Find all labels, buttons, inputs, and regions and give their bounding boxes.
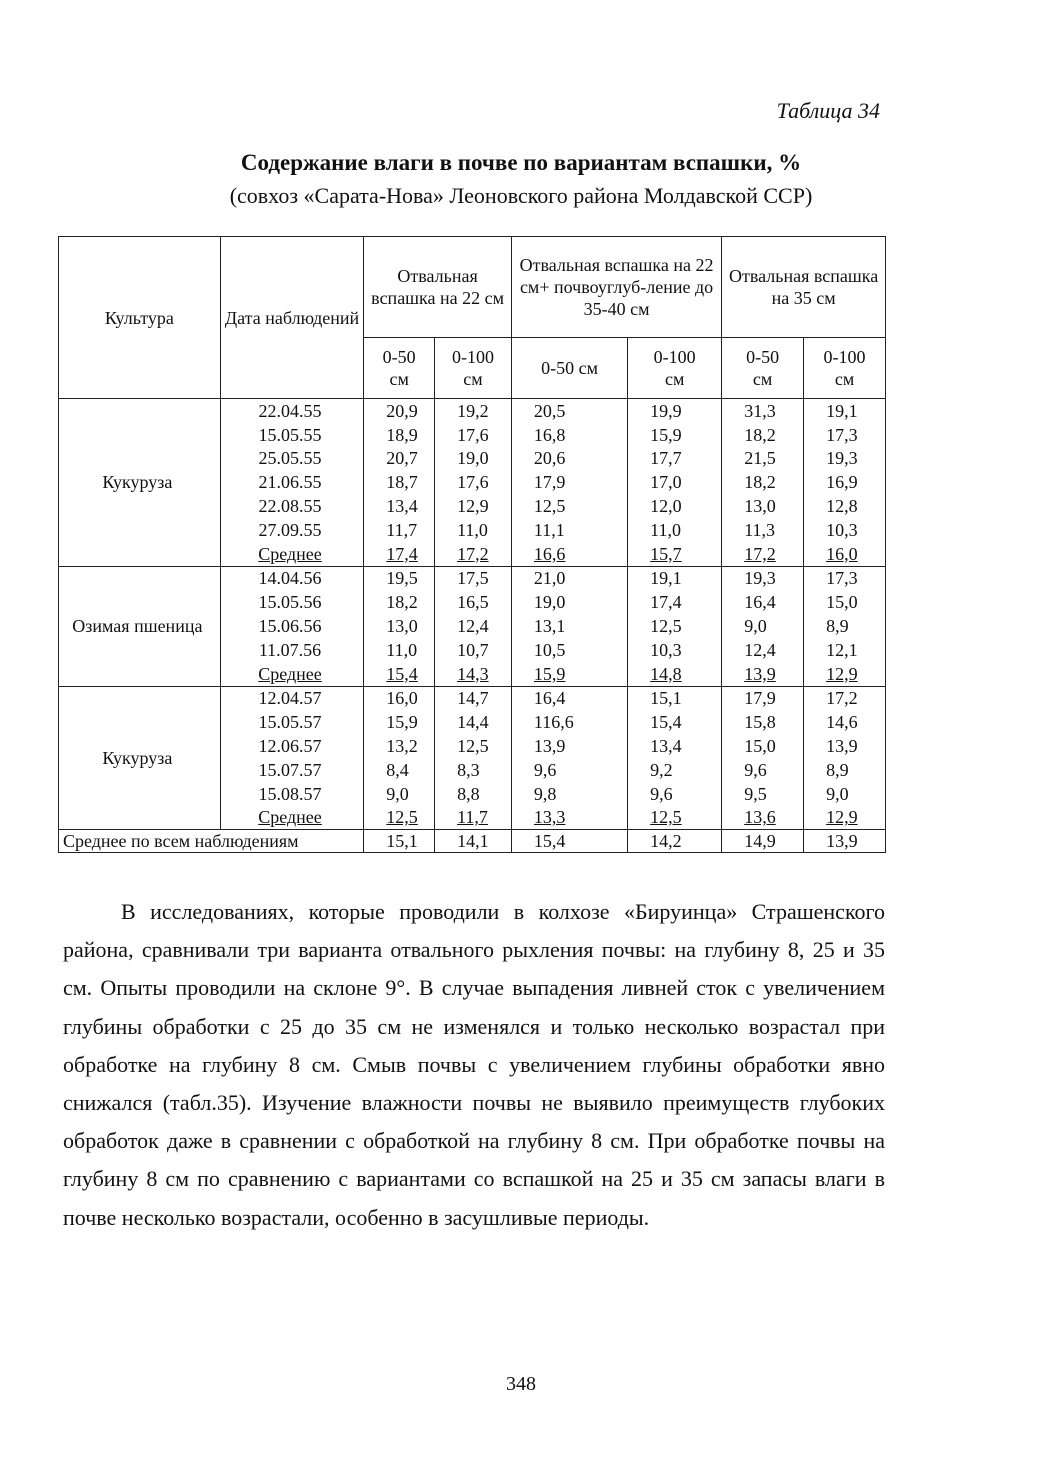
date-cell: 15.05.57 [220,710,364,734]
table-group-winter-wheat-1956 [59,566,886,686]
table-cell: 19,3 [722,566,804,590]
table-cell: 15,0 [722,734,804,758]
table-cell: 9,0 [364,782,435,806]
table-cell: 8,8 [435,782,512,806]
table-cell: 16,0 [804,542,886,566]
table-number: Таблица 34 [776,98,880,123]
table-cell: 18,9 [364,423,435,447]
table-cell: 17,7 [628,447,722,471]
table-cell: 13,1 [511,614,627,638]
table-row [59,399,886,423]
table-cell: 11,0 [435,518,512,542]
table-cell: 18,2 [722,470,804,494]
table-cell: 16,6 [511,542,627,566]
table-cell: 15,1 [364,830,435,853]
table-cell: 13,9 [722,662,804,686]
table-cell: 10,3 [628,638,722,662]
table-cell: 13,0 [722,494,804,518]
table-cell: 13,0 [364,614,435,638]
table-cell: 16,4 [511,686,627,710]
table-cell: 15,9 [511,662,627,686]
table-cell: 12,9 [804,806,886,830]
table-cell: 17,9 [722,686,804,710]
table-cell: 15,4 [628,710,722,734]
table-cell: 14,7 [435,686,512,710]
table-cell: 9,6 [628,782,722,806]
table-cell: 12,5 [511,494,627,518]
table-header [59,237,886,399]
table-cell: 15,4 [511,830,627,853]
table-caption-subtitle: (совхоз «Сарата-Нова» Леоновского района Молдавской ССР) [229,183,813,208]
date-cell: 27.09.55 [220,518,364,542]
table-cell: 8,3 [435,758,512,782]
crop-label: Озимая пшеница [59,566,221,686]
subheader-v3-depth-a: 0-50 см [722,338,804,399]
table-cell: 20,7 [364,447,435,471]
date-cell: Среднее [220,542,364,566]
table-cell: 9,6 [511,758,627,782]
table-row [59,566,886,590]
table-cell: 10,5 [511,638,627,662]
table-cell: 18,2 [722,423,804,447]
table-cell: 15,4 [364,662,435,686]
table-cell: 15,9 [364,710,435,734]
date-cell: 22.04.55 [220,399,364,423]
table-cell: 116,6 [511,710,627,734]
page-number: 348 [506,1373,536,1395]
table-cell: 15,1 [628,686,722,710]
table-cell: 13,9 [804,734,886,758]
table-cell: 14,2 [628,830,722,853]
date-cell: 21.06.55 [220,470,364,494]
date-cell: 15.05.55 [220,423,364,447]
table-group-corn-1957 [59,686,886,830]
subheader-v2-depth-a: 0-50 см [511,338,627,399]
table-cell: 11,7 [435,806,512,830]
subheader-v1-depth-b: 0-100 см [435,338,512,399]
table-cell: 9,2 [628,758,722,782]
subheader-v1-depth-a: 0-50 см [364,338,435,399]
table-cell: 10,3 [804,518,886,542]
table-cell: 11,0 [364,638,435,662]
header-crop: Культура [59,237,221,399]
table-cell: 17,2 [722,542,804,566]
table-cell: 12,5 [628,614,722,638]
table-cell: 13,4 [364,494,435,518]
table-cell: 16,4 [722,590,804,614]
date-cell: 22.08.55 [220,494,364,518]
table-cell: 17,2 [435,542,512,566]
table-cell: 9,0 [804,782,886,806]
table-cell: 11,1 [511,518,627,542]
header-variant-3: Отвальная вспашка на 35 см [722,237,886,338]
crop-label: Кукуруза [59,686,221,830]
table-cell: 20,6 [511,447,627,471]
table-cell: 13,9 [804,830,886,853]
table-cell: 8,9 [804,758,886,782]
moisture-table [58,236,886,853]
table-cell: 12,4 [435,614,512,638]
subheader-v3-depth-b: 0-100 см [804,338,886,399]
table-cell: 16,5 [435,590,512,614]
table-cell: 17,0 [628,470,722,494]
table-cell: 9,8 [511,782,627,806]
date-cell: 15.07.57 [220,758,364,782]
table-cell: 19,1 [804,399,886,423]
total-label: Среднее по всем наблюдениям [59,830,364,853]
date-cell: 12.06.57 [220,734,364,758]
table-cell: 15,0 [804,590,886,614]
table-cell: 11,3 [722,518,804,542]
table-cell: 19,1 [628,566,722,590]
table-cell: 19,2 [435,399,512,423]
date-cell: 15.05.56 [220,590,364,614]
table-cell: 19,0 [511,590,627,614]
date-cell: 14.04.56 [220,566,364,590]
table-cell: 12,9 [435,494,512,518]
date-cell: 25.05.55 [220,447,364,471]
date-cell: 11.07.56 [220,638,364,662]
table-cell: 15,9 [628,423,722,447]
table-cell: 21,5 [722,447,804,471]
date-cell: 15.06.56 [220,614,364,638]
table-cell: 17,4 [628,590,722,614]
table-cell: 12,9 [804,662,886,686]
table-cell: 12,0 [628,494,722,518]
table-cell: 17,4 [364,542,435,566]
table-cell: 12,5 [628,806,722,830]
table-cell: 11,0 [628,518,722,542]
table-cell: 16,8 [511,423,627,447]
table-cell: 12,5 [364,806,435,830]
table-cell: 9,6 [722,758,804,782]
table-cell: 18,7 [364,470,435,494]
crop-label: Кукуруза [59,399,221,567]
table-cell: 9,5 [722,782,804,806]
table-cell: 18,2 [364,590,435,614]
table-cell: 13,9 [511,734,627,758]
table-cell: 19,3 [804,447,886,471]
date-cell: Среднее [220,806,364,830]
table-cell: 13,4 [628,734,722,758]
table-row-total [59,830,886,853]
table-cell: 10,7 [435,638,512,662]
table-cell: 17,3 [804,423,886,447]
table-cell: 20,9 [364,399,435,423]
table-cell: 16,9 [804,470,886,494]
table-cell: 14,9 [722,830,804,853]
table-cell: 8,9 [804,614,886,638]
table-cell: 13,6 [722,806,804,830]
table-cell: 12,8 [804,494,886,518]
table-cell: 12,5 [435,734,512,758]
table-caption-title: Содержание влаги в почве по вариантам вспашки, % [240,150,802,175]
table-cell: 17,3 [804,566,886,590]
table-cell: 31,3 [722,399,804,423]
body-paragraph: В исследованиях, которые проводили в колхозе «Бируинца» Страшенского района, сравнивали три варианта отвального рыхления почвы: на глубину 8, 25 и 35 см. Опыты проводили на склоне 9°. В случае выпадения ливней сток с увеличением глубины обработки с 25 до 35 см не изменялся и только несколько возрастал при обработке на глубину 8 см. Смыв почвы с увеличением глубины обработки явно снижался (табл.35). Изучение влажности почвы не выявило преимуществ глубоких обработок даже в сравнении с обработкой на глубину 8 см. При обработке почвы на глубину 8 см по сравнению с вариантами со вспашкой на 25 и 35 см запасы влаги в почве несколько возрастали, особенно в засушливые периоды. [63,899,885,1230]
table-cell: 15,7 [628,542,722,566]
table-cell: 14,4 [435,710,512,734]
header-date: Дата наблюдений [220,237,364,399]
table-cell: 9,0 [722,614,804,638]
date-cell: 15.08.57 [220,782,364,806]
table-cell: 11,7 [364,518,435,542]
table-cell: 12,4 [722,638,804,662]
table-cell: 8,4 [364,758,435,782]
table-cell: 16,0 [364,686,435,710]
table-cell: 17,9 [511,470,627,494]
date-cell: Среднее [220,662,364,686]
table-cell: 14,1 [435,830,512,853]
table-cell: 17,6 [435,423,512,447]
table-cell: 21,0 [511,566,627,590]
table-cell: 13,2 [364,734,435,758]
table-cell: 19,0 [435,447,512,471]
table-cell: 14,3 [435,662,512,686]
table-cell: 19,5 [364,566,435,590]
header-variant-2: Отвальная вспашка на 22 см+ почвоуглуб-ление до 35-40 см [511,237,721,338]
table-cell: 17,5 [435,566,512,590]
subheader-v2-depth-b: 0-100 см [628,338,722,399]
table-cell: 20,5 [511,399,627,423]
table-cell: 15,8 [722,710,804,734]
table-cell: 12,1 [804,638,886,662]
table-cell: 14,6 [804,710,886,734]
header-variant-1: Отвальная вспашка на 22 см [364,237,512,338]
table-cell: 19,9 [628,399,722,423]
table-cell: 17,2 [804,686,886,710]
table-cell: 17,6 [435,470,512,494]
date-cell: 12.04.57 [220,686,364,710]
table-cell: 13,3 [511,806,627,830]
table-total [59,830,886,853]
table-row [59,686,886,710]
table-group-corn-1955 [59,399,886,567]
table-cell: 14,8 [628,662,722,686]
